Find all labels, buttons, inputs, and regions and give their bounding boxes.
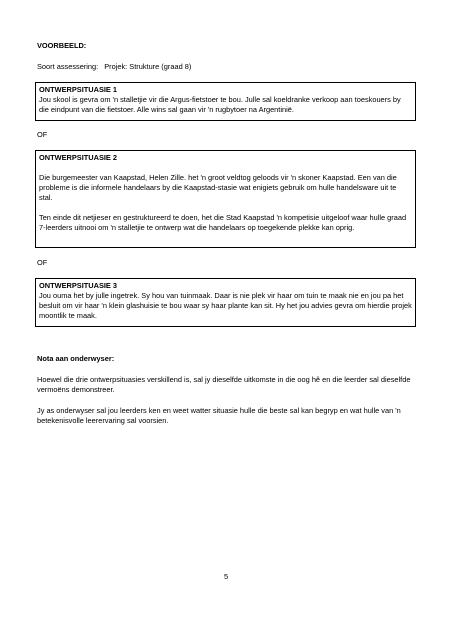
assessment-value: Projek: Strukture (graad 8) — [104, 62, 192, 71]
teacher-note-paragraph-1: Hoewel die drie ontwerpsituasies verskillend is, sal jy dieselfde uitkomste in die oog hê en die leerder sal dieselfde vermoëns demonstreer. — [37, 375, 411, 394]
teacher-note-paragraph-2: Jy as onderwyser sal jou leerders ken en weet watter situasie hulle die beste sal kan begryp en wat hulle van 'n betekenisvolle leerervaring sal voorsien. — [37, 406, 401, 425]
design-situation-1-title: ONTWERPSITUASIE 1 — [39, 85, 118, 94]
page-number: 5 — [223, 572, 229, 581]
design-situation-1-box — [35, 82, 416, 121]
design-situation-2-text-2: Ten einde dit netjieser en gestruktureerd te doen, het die Stad Kaapstad 'n kompetisie uitgeloof waar hulle graad 7-leerders uitnooi om 'n stalletjie te ontwerp wat die handelaars op toegekende plekke kan oprig. — [39, 213, 407, 232]
teacher-note-heading: Nota aan onderwyser: — [37, 354, 115, 363]
assessment-label: Soort assessering: — [37, 62, 99, 71]
assessment-line — [37, 62, 415, 72]
design-situation-3-text: Jou ouma het by julle ingetrek. Sy hou van tuinmaak. Daar is nie plek vir haar om tuin te maak nie en jou pa het besluit om vir haar 'n klein glashuisie te bou waar sy haar plante kan sit. Hy het jou advies gevra om hierdie projek moontlik te maak. — [39, 291, 412, 320]
example-heading: VOORBEELD: — [37, 41, 87, 50]
design-situation-2-text-1: Die burgemeester van Kaapstad, Helen Zille. het 'n groot veldtog geloods vir 'n skoner Kaapstad. Een van die probleme is die informele handelaars by die Kaapstad-stasie wat enigiets gebruik om hulle handelsware uit te stal. — [39, 173, 397, 202]
design-situation-2-title: ONTWERPSITUASIE 2 — [39, 153, 118, 162]
design-situation-3-box — [35, 278, 416, 327]
or-separator-1: OF — [37, 130, 48, 139]
teacher-note-body — [37, 375, 415, 437]
design-situation-1-text: Jou skool is gevra om 'n stalletjie vir die Argus-fietstoer te bou. Julle sal koeldranke verkoop aan toeskouers by die eindpunt van die fietstoer. Alle wins sal gaan vir 'n rugbytoer na Argentinië. — [39, 95, 401, 114]
or-separator-2: OF — [37, 258, 48, 267]
design-situation-2-box — [35, 150, 416, 248]
design-situation-3-title: ONTWERPSITUASIE 3 — [39, 281, 118, 290]
